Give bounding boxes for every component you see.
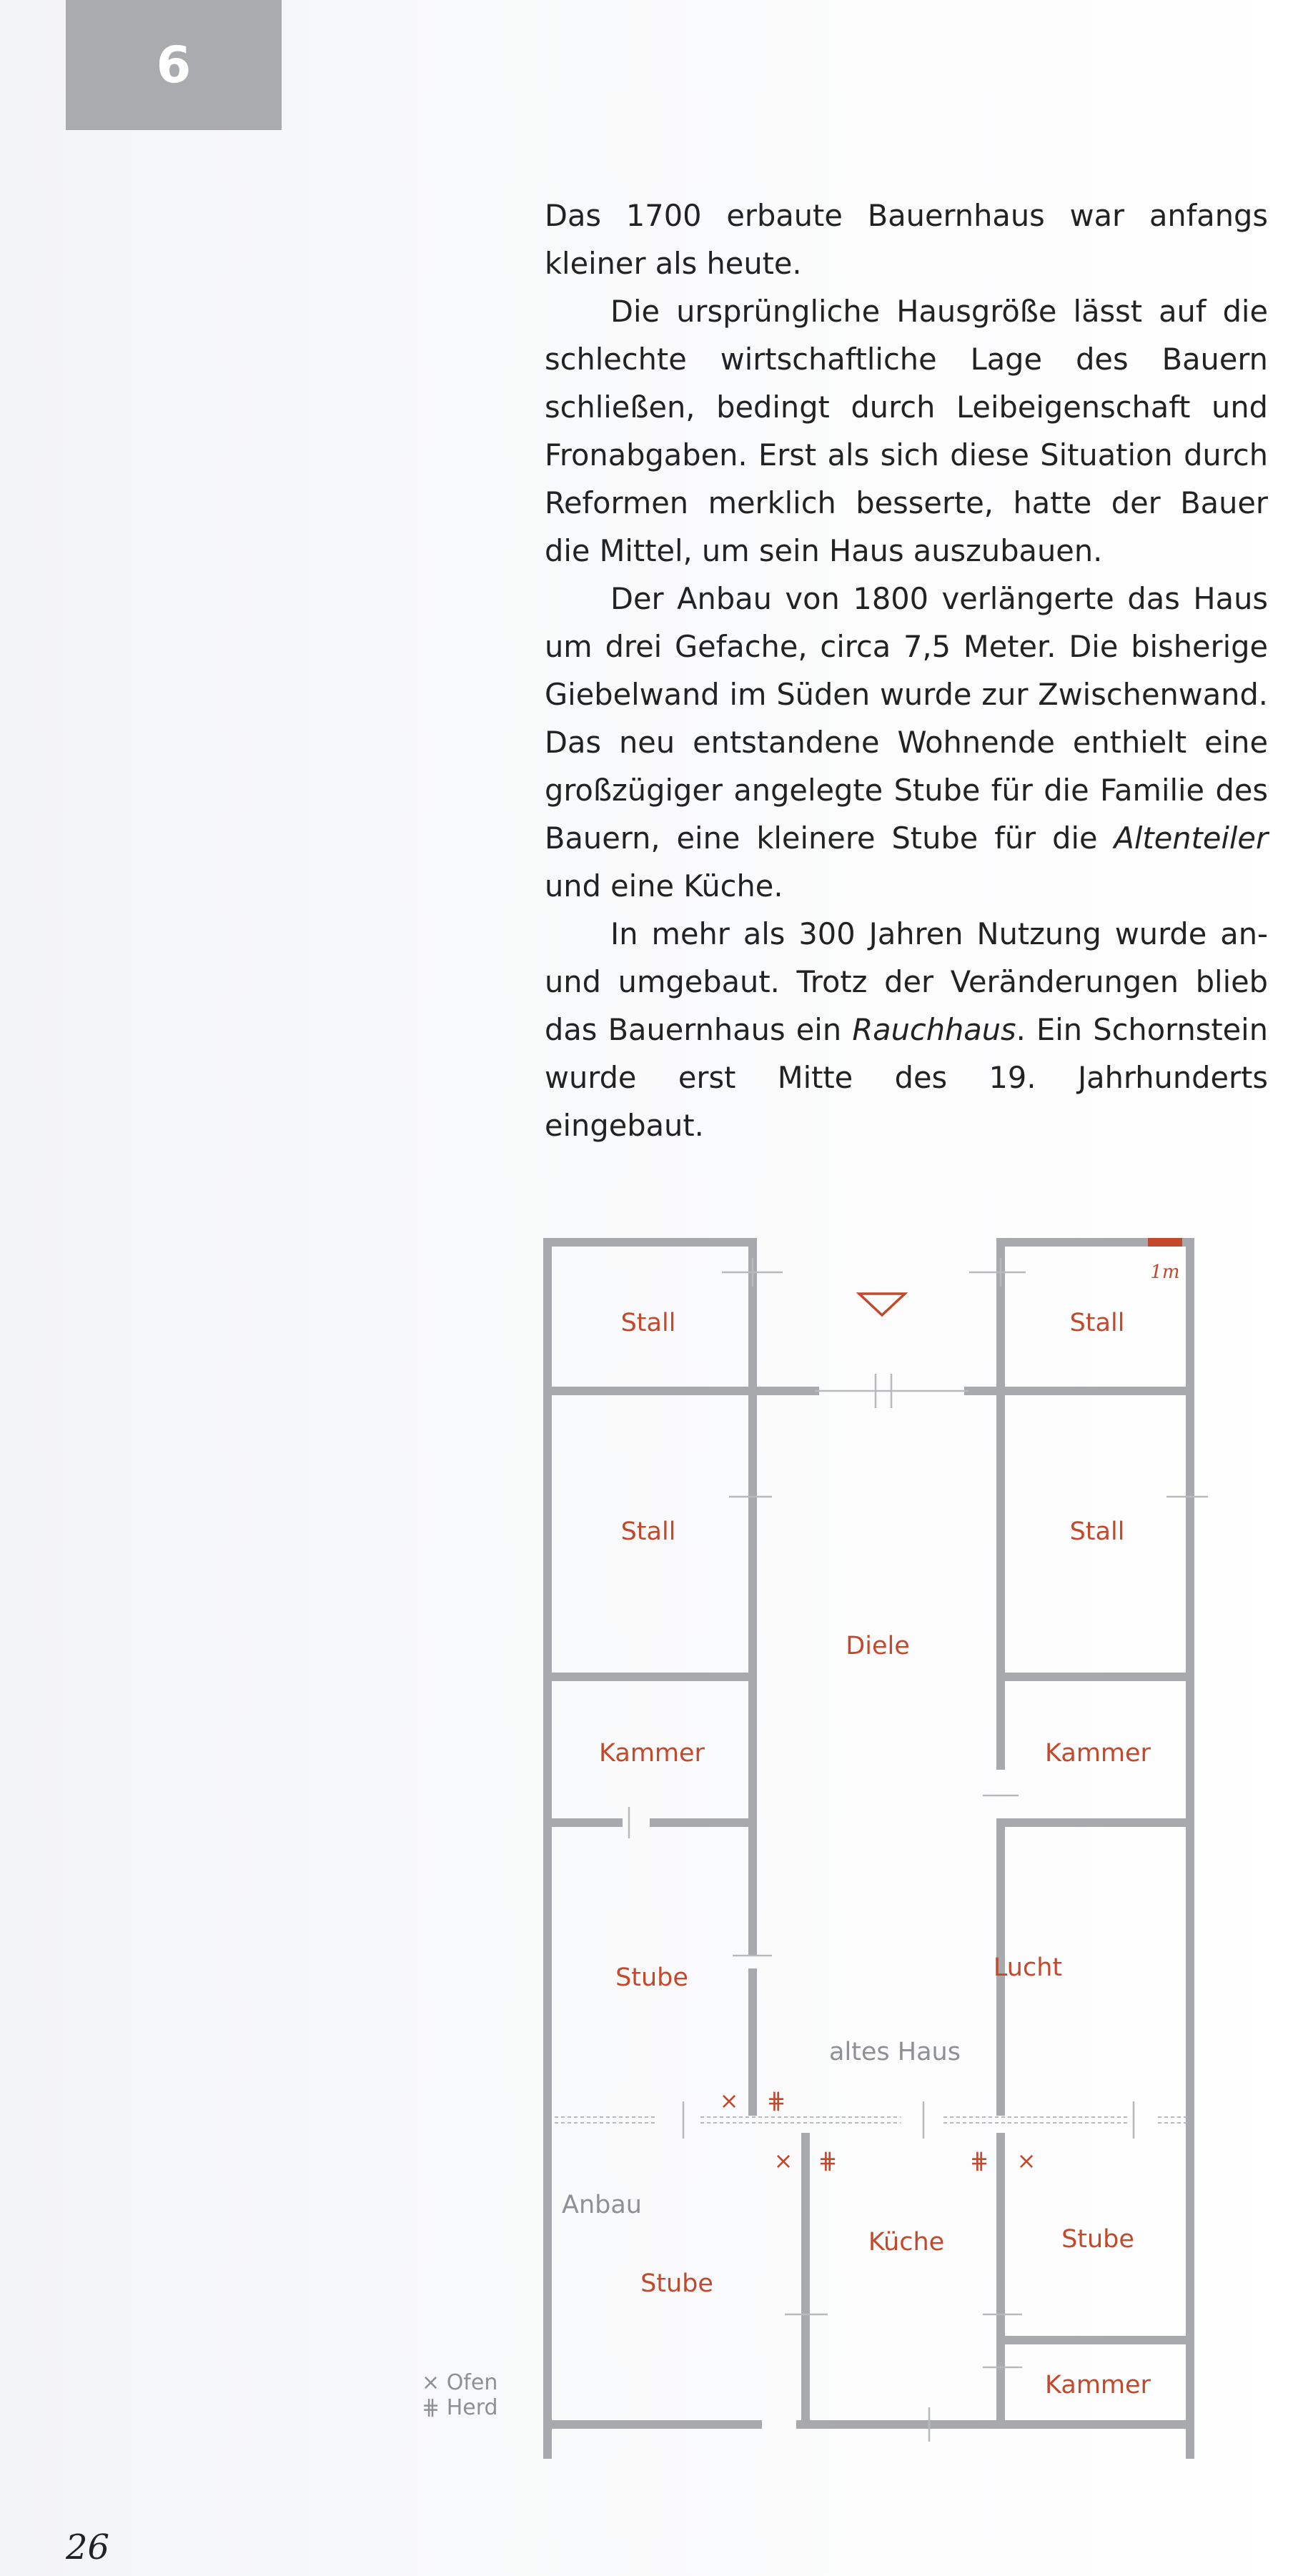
room-label-stall: Stall	[1069, 1517, 1125, 1546]
floor-plan	[415, 1215, 1237, 2459]
legend-label-herd: Herd	[446, 2395, 498, 2420]
legend-item-herd	[422, 2395, 498, 2420]
zone-label-annex: Anbau	[562, 2191, 642, 2219]
room-label-stube: Stube	[640, 2269, 713, 2298]
room-label-diele: Diele	[846, 1632, 910, 1660]
old-gable-line	[555, 2117, 1186, 2123]
scale-bar	[1148, 1238, 1182, 1247]
paragraph-3-text-b: und eine Küche.	[545, 868, 783, 903]
room-label-stube: Stube	[615, 1963, 688, 1992]
chapter-tab	[66, 0, 282, 130]
herd-symbol: ⋕	[766, 2087, 786, 2114]
chapter-number: 6	[156, 36, 192, 94]
herd-symbol: ⋕	[818, 2147, 838, 2174]
paragraph-3-emphasis: Altenteiler	[1114, 821, 1268, 856]
body-text	[545, 192, 1268, 1149]
ofen-symbol: ×	[719, 2087, 739, 2114]
entrance-triangle-icon	[859, 1294, 905, 1315]
room-label-stall: Stall	[620, 1309, 676, 1337]
paragraph-4-emphasis: Rauchhaus	[852, 1012, 1016, 1047]
herd-legend-icon: ⋕	[422, 2395, 440, 2420]
paragraph-1: Das 1700 erbaute Bauernhaus war anfangs kleiner als heute.	[545, 198, 1268, 281]
room-label-kammer: Kammer	[1045, 2371, 1151, 2399]
paragraph-3	[545, 575, 1268, 910]
paragraph-3-text-a: Der Anbau von 1800 verlängerte das Haus um drei Gefache, circa 7,5 Meter. Die bisherige Giebelwand im Süden wurde zur Zwischenwand. Das neu entstandene Wohnende enthielt eine großzügiger angelegte Stube für die Familie des Bauern, eine kleinere Stube für die	[545, 581, 1268, 856]
room-label-kammer: Kammer	[1045, 1739, 1151, 1768]
ofen-symbol: ×	[1016, 2147, 1036, 2174]
plan-legend	[422, 2370, 498, 2420]
room-label-kueche: Küche	[868, 2228, 945, 2257]
room-label-stall: Stall	[620, 1517, 676, 1546]
legend-item-ofen	[422, 2370, 498, 2395]
ofen-legend-icon: ×	[422, 2370, 440, 2395]
paragraph-4-text-b: . Ein Schornstein wurde erst Mitte des 19. Jahrhunderts eingebaut.	[545, 1012, 1269, 1143]
legend-label-ofen: Ofen	[446, 2370, 498, 2395]
outer-wall-top-right	[1001, 1242, 1190, 2459]
scale-label: 1m	[1150, 1262, 1180, 1283]
room-label-lucht: Lucht	[993, 1953, 1063, 1982]
door-marks	[629, 1258, 1208, 2442]
page-number: 26	[66, 2527, 110, 2567]
paragraph-2: Die ursprüngliche Hausgröße lässt auf die schlechte wirtschaftliche Lage des Bauern schließen, bedingt durch Leibeigenschaft und Fronabgaben. Erst als sich diese Situation durch Reformen merklich besserte, hatte der Bauer die Mittel, um sein Haus auszubauen.	[545, 294, 1268, 568]
room-label-stall: Stall	[1069, 1309, 1125, 1337]
room-label-kammer: Kammer	[599, 1739, 705, 1768]
ofen-symbol: ×	[773, 2147, 793, 2174]
herd-symbol: ⋕	[969, 2147, 989, 2174]
paragraph-4	[545, 910, 1268, 1149]
room-label-stube: Stube	[1061, 2225, 1134, 2254]
zone-label-old-house: altes Haus	[829, 2038, 961, 2066]
paragraph-4-text-a: In mehr als 300 Jahren Nutzung wurde an- und umgebaut. Trotz der Veränderungen blieb das Bauernhaus ein	[545, 916, 1268, 1047]
